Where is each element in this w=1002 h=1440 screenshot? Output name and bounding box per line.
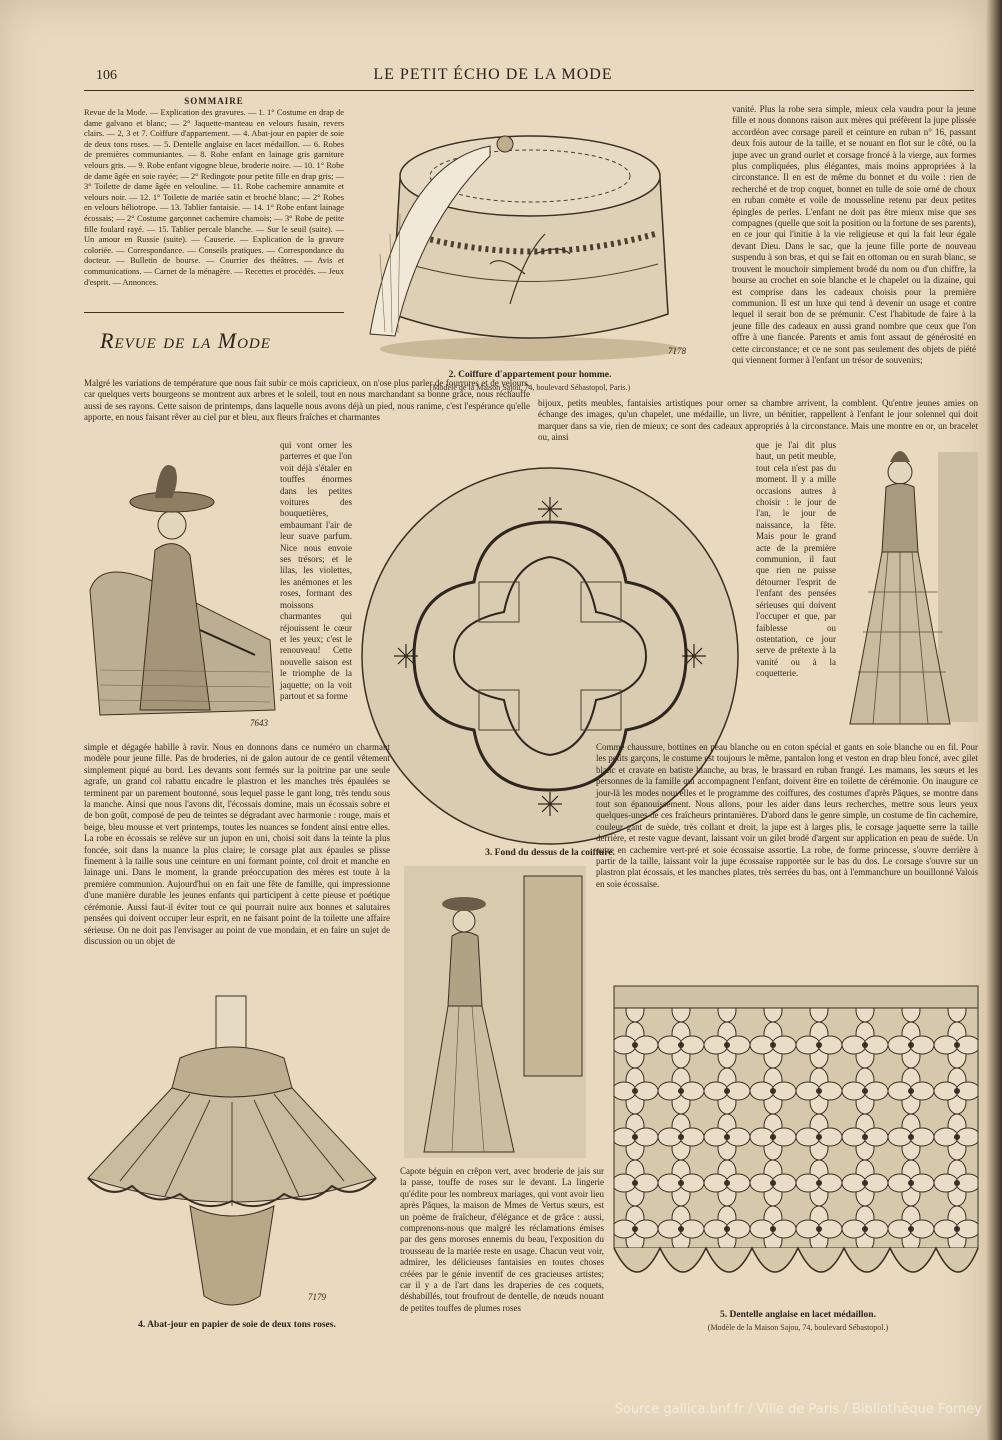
standing-lady-illustration <box>838 442 980 732</box>
sommaire-rule <box>84 312 344 313</box>
page-number: 106 <box>96 68 117 83</box>
caption-fig2-source: (Modèle de la Maison Sajou, 74, boulevard Sébastopol, Paris.) <box>429 383 631 392</box>
seated-lady-illustration <box>80 440 278 732</box>
caption-fig5: 5. Dentelle anglaise en lacet médaillon. <box>720 1310 876 1320</box>
narrow-column-left: qui vont orner les parterres et que l'on voit déjà s'étaler en touffes énormes dans les petites voitures des bouquetières, embaumant l'air de leur suave parfum. Nice nous envoie ses trésors; et le lilas, les violettes, les anémones et les roses, formant des moissons charmantes qui réjouissent le cœur et les yeux; c'est le renouveau! Cette nouvelle saison est le triomphe de la jaquette; on la voit partout et sa forme <box>280 440 352 701</box>
page-edge <box>986 0 1002 1440</box>
lace-illustration <box>612 976 980 1306</box>
caption-fig3: 3. Fond du dessus de la coiffure. <box>485 848 615 858</box>
page-title: LE PETIT ÉCHO DE LA MODE <box>373 66 613 83</box>
intro-paragraph: Malgré les variations de température que nous fait subir ce mois capricieux, on n'ose plus parler de fourrures et de velours, car quelques verts bourgeons se montrent aux arbres et le soleil, tout en nous marchandant sa bonne grâce, nous réchauffe aussi de ses rayons. Cette saison de printemps, dans laquelle nous avons déjà un pied, nous ranime, c'est l'espérance qu'elle apporte, en nous faisant rêver au ciel pur et bleu, aux fleurs fraîches et charmantes <box>84 378 530 423</box>
caption-fig4: 4. Abat-jour en papier de soie de deux tons roses. <box>138 1320 336 1330</box>
fez-hat-illustration <box>340 104 720 366</box>
engraving-number-fig2: 7178 <box>668 346 686 356</box>
column-right-middle: Comme chaussure, bottines en peau blanche ou en coton spécial et gants en soie blanche ou en fil. Pour les petits garçons, le costume est toujours le même, pantalon long et veston en drap bleu foncé, avec gilet blanc et cravate en batiste blanche, au bras, le brassard en ruban frangé. Les mamans, les sœurs et les personnes de la famille qui accompagnent l'enfant, doivent être en toilette de cérémonie. On inaugure ce jour-là les modes nouvelles et le programme des coiffures, des costumes d'après Pâques, se montre dans tout son épanouissement. Nous allons, pour les aider dans leurs recherches, mettre sous leurs yeux quelques-unes de ces fraîcheurs printanières. D'abord dans le genre simple, un costume de fin cachemire, couleur gant de suède, très collant et droit, la jupe est à larges plis, le corsage jaquette serre la taille derrière, et reste vague devant, laissant voir un gilet brodé d'argent sur application en peau de suède. Un autre en cachemire vert-pré et soie écossaise assortie. La robe, de forme princesse, s'ouvre derrière à partir de la taille, laissant voir la jupe écossaise rapportée sur le bas du dos. Le corsage s'ouvre sur un plastron plat écossais, et les manches plates, très serrées du bas, ont à l'emmanchure un bouillonné Valois en soie écossaise. <box>596 742 978 889</box>
caption-fig5-source: (Modèle de la Maison Sajou, 74, boulevard Sébastopol.) <box>707 1323 889 1332</box>
lady-at-window-illustration <box>404 866 586 1158</box>
caption-fig2: 2. Coiffure d'appartement pour homme. <box>448 370 612 380</box>
sommaire-text: Revue de la Mode. — Explication des gravures. — 1. 1° Costume en drap de dame galvano et blanc; — 2° Jaquette-manteau en velours fusain, revers clairs. — 2, 3 et 7. Coiffure d'appartement. — 4. Abat-jour en papier de soie de deux tons roses. — 5. Dentelle anglaise en lacet médaillon. — 6. Robes de premières communiantes. — 8. Robe enfant en lainage gris garniture velours gris. — 9. Robe enfant vigogne bleue, broderie noire. — 10. 1° Robe de dame âgée en soie rayée; — 2° Redingote pour petite fille en drap gris; — 3° Toilette de dame âgée en velouline. — 11. Robe cachemire annamite et velours noir. — 12. 1° Toilette de mariée satin et broché blanc; — 2° Robes en velours héliotrope. — 13. Tablier fantaisie. — 14. 1° Robe enfant lainage écossais; — 2° Costume garçonnet cachemire chamois; — 3° Robe de petite fille foulard rayé. — 15. Tablier percale blanche. — Sur le seuil (suite). — Un amour en Russie (suite). — Causerie. — Explication de la gravure coloriée. — Correspondance. — Conseils pratiques. — Correspondance du docteur. — Bulletin de bourse. — Courrier des théâtres. — Avis et communications. — Carnet de la ménagère. — Recettes et procédés. — Jeux d'esprit. — Annonces. <box>84 108 344 287</box>
lampshade-illustration <box>80 996 384 1318</box>
middle-paragraph: bijoux, petits meubles, fantaisies artistiques pour orner sa chambre arrivent, la comblent. Qu'entre jeunes amies on échange des images, qu'un chapelet, une médaille, un livre, un bénitier, rappellent à l'enfant le jour solennel qui doit marquer dans sa vie, rien de mieux; ce sont des cadeaux appropriés à la circonstance. Mais une montre en or, un bracelet ou, ainsi <box>538 398 978 443</box>
column-left-main: simple et dégagée habille à ravir. Nous en donnons dans ce numéro un charmant modèle pour jeune fille. Pas de broderies, ni de galon autour de ce gentil vêtement simplement piqué au bord. Les devants sont fermés sur la poitrine par une seule agrafe, un grand col rabattu encadre le plastron et les manches très épaulées se terminent par un parement boutonné, sous lequel passe le gant long, très tendu sous la manche. Ainsi que nous l'avons dit, l'écossais domine, mais un écossais sobre et de bon goût, composé de peu de teintes se dégradant avec harmonie : rouge, mais et beige, bleu mousse et vert printemps, toutes les nuances se fondent ainsi entre elles. La robe en écossais se relève sur un jupon en uni, choisi soit dans la teinte la plus foncée, soit dans la nuance la plus claire; le corsage plat aux épaules se plisse finement à la taille sous une ceinture en uni formant pointe, col droit et manche en lainage uni. Dans le moment, la grande préoccupation des mères est toute à la première communion. Aujourd'hui on en fait une fête de famille, qui impressionne d'une manière durable les jeunes enfants qui participent à cette pieuse et poétique cérémonie. Aussi faut-il éviter tout ce qui pourrait nuire aux bonnes et salutaires pensées qui doivent occuper leur esprit, en ne faisant point de la toilette une affaire sérieuse. On ne doit pas l'envisager au point de vue mondain, et en faire un sujet de discussion ou un objet de <box>84 742 390 946</box>
source-footer: Source gallica.bnf.fr / Ville de Paris / Bibliothèque Forney <box>614 1402 982 1417</box>
narrow-column-right: que je l'ai dit plus haut, un petit meuble, tout cela n'est pas du moment. Il y a mille occasions autres à choisir : le jour de l'an, le jour de naissance, la fête. Mais pour le grand acte de la première communion, il faut que rien ne puisse détourner l'esprit de l'enfant des pensées sérieuses qui doivent l'occuper et que, par faiblesse ou ostentation, ce jour serve de prétexte à la vanité ou à la coquetterie. <box>756 440 836 679</box>
sommaire-heading: SOMMAIRE <box>184 96 244 106</box>
column-right-top: vanité. Plus la robe sera simple, mieux cela vaudra pour la jeune fille et nous donnons raison aux mères qui préfèrent la jupe plissée accordéon avec corsage pareil et ceinture en ruban n° 16, passant deux fois autour de la taille, et se nouant en flot sur le côté, ou la jupe avec un grand ourlet et corsage froncé à la vierge, aux formes plus compliquées, plus élégantes, mais moins appropriées à la circonstance. Il en est de même du bonnet et du voile : rien de recherché et de trop coquet, bonnet en tulle de soie orné de choux en ruban comète et voile de mousseline retenu par deux petites épingles de perles. L'enfant ne doit pas être mieux mise que ses compagnes (quelle que soit la position ou la fortune de ses parents), en ce jour qui l'initie à la vie religieuse et qui la fait leur égale devant Dieu. Dans le sac, que la jeune fille porte de nouveau suspendu à son bras, et qui se fait en ottoman ou en surah blanc, se trouvent le mouchoir simplement brodé du nom ou d'un chiffre, la bourse au crochet en soie blanche et le chapelet ou la dizaine, qui est comprise dans les cadeaux choisis pour la première communion. Il est un luxe qui tend à devenir un usage et contre lequel il serait bon de se prémunir. C'est l'habitude de faire à la jeune fille des cadeaux en aussi grand nombre que ceux que l'on offre à une fiancée. Parents et amis font assaut de générosité en cette circonstance; et ce ne sont pas seulement des objets de piété qui viennent former à l'enfant un trésor de souvenirs; <box>732 104 976 365</box>
engraving-number-fig1: 7643 <box>250 718 268 728</box>
column-middle-bottom: Capote béguin en crêpon vert, avec broderie de jais sur la passe, touffe de roses sur le devant. La lingerie qu'édite pour les nombreux mariages, qui vont avoir lieu après Pâques, la maison de Mmes de Vertus sœurs, est un poème de fraîcheur, d'élégance et de grâce : aussi, comprenons-nous que malgré les réclamations émises par des gens moroses ennemis du beau, l'exposition du trousseau de la mariée reste en usage. Chacun veut voir, admirer, les délicieuses fantaisies en toutes choses créées par le génie inventif de ces gracieuses artistes; car il y a de l'art dans les draperies de ces coquets, déshabillés, tout froufrout de dentelle, de nœuds nouant de petites touffes de plumes roses <box>400 1166 604 1313</box>
engraving-number-fig4: 7179 <box>308 1292 326 1302</box>
header-rule <box>84 90 974 91</box>
section-title: Revue de la Mode <box>100 328 271 353</box>
